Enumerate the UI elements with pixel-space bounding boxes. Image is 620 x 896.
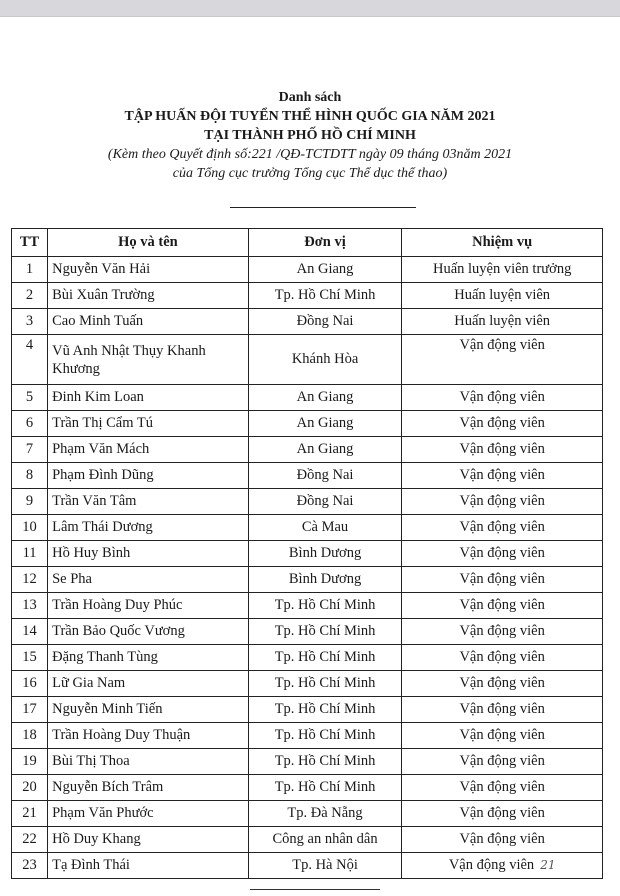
table-row	[12, 463, 603, 489]
member-role: Vận động viên	[402, 437, 603, 463]
row-number: 2	[12, 283, 48, 309]
member-unit: Tp. Hồ Chí Minh	[248, 283, 402, 309]
table-row	[12, 827, 603, 853]
row-number: 13	[12, 593, 48, 619]
member-unit: Tp. Hà Nội	[248, 853, 402, 879]
row-number: 4	[12, 335, 48, 385]
member-unit: An Giang	[248, 385, 402, 411]
member-unit: Tp. Hồ Chí Minh	[248, 671, 402, 697]
member-unit: An Giang	[248, 257, 402, 283]
member-role: Vận động viên	[402, 385, 603, 411]
row-number: 16	[12, 671, 48, 697]
member-role: Vận động viên	[402, 335, 603, 385]
table-row	[12, 411, 603, 437]
member-role: Vận động viên	[402, 697, 603, 723]
member-unit: Tp. Hồ Chí Minh	[248, 697, 402, 723]
member-unit: Tp. Đà Nẵng	[248, 801, 402, 827]
member-name: Lâm Thái Dương	[48, 515, 249, 541]
table-row	[12, 567, 603, 593]
table-row	[12, 309, 603, 335]
member-name: Hồ Huy Bình	[48, 541, 249, 567]
table-row	[12, 801, 603, 827]
member-unit: Đồng Nai	[248, 463, 402, 489]
member-role: Vận động viên	[402, 515, 603, 541]
member-role: Vận động viên	[402, 567, 603, 593]
member-unit: Tp. Hồ Chí Minh	[248, 593, 402, 619]
member-name: Phạm Văn Phước	[48, 801, 249, 827]
table-header-row	[12, 229, 603, 257]
table-row	[12, 437, 603, 463]
row-number: 10	[12, 515, 48, 541]
member-role: Vận động viên	[402, 411, 603, 437]
member-role: Vận động viên	[402, 593, 603, 619]
document-heading-line-2: TẠI THÀNH PHỐ HỒ CHÍ MINH	[204, 128, 416, 143]
table-row	[12, 283, 603, 309]
member-name: Bùi Xuân Trường	[48, 283, 249, 309]
member-name: Đinh Kim Loan	[48, 385, 249, 411]
row-number: 1	[12, 257, 48, 283]
row-number: 3	[12, 309, 48, 335]
document-heading-line-1: TẬP HUẤN ĐỘI TUYỂN THỂ HÌNH QUỐC GIA NĂM 2021	[124, 109, 496, 124]
row-number: 17	[12, 697, 48, 723]
member-role: Vận động viên	[402, 645, 603, 671]
member-name: Đặng Thanh Tùng	[48, 645, 249, 671]
member-role: Vận động viên	[402, 801, 603, 827]
member-name: Trần Bảo Quốc Vương	[48, 619, 249, 645]
member-role	[402, 853, 603, 879]
member-name: Trần Hoàng Duy Phúc	[48, 593, 249, 619]
column-header-unit: Đơn vị	[248, 229, 402, 257]
member-unit: An Giang	[248, 411, 402, 437]
member-name: Nguyễn Minh Tiến	[48, 697, 249, 723]
member-unit: Bình Dương	[248, 567, 402, 593]
member-unit: Đồng Nai	[248, 309, 402, 335]
row-number: 20	[12, 775, 48, 801]
table-body	[12, 257, 603, 879]
member-name: Trần Hoàng Duy Thuận	[48, 723, 249, 749]
table-row	[12, 775, 603, 801]
table-row	[12, 593, 603, 619]
table-row	[12, 723, 603, 749]
member-name: Lữ Gia Nam	[48, 671, 249, 697]
page-bottom-edge	[250, 889, 380, 890]
member-name: Trần Thị Cẩm Tú	[48, 411, 249, 437]
table-row	[12, 489, 603, 515]
column-header-tt: TT	[12, 229, 48, 257]
table-row	[12, 749, 603, 775]
table-row	[12, 671, 603, 697]
page-number: 21	[540, 858, 556, 872]
member-unit: Tp. Hồ Chí Minh	[248, 723, 402, 749]
browser-top-bar	[0, 0, 620, 17]
row-number: 22	[12, 827, 48, 853]
participant-table	[11, 228, 603, 879]
member-role: Huấn luyện viên	[402, 283, 603, 309]
row-number: 15	[12, 645, 48, 671]
member-role: Vận động viên	[402, 775, 603, 801]
member-role: Vận động viên	[402, 619, 603, 645]
table-row	[12, 645, 603, 671]
member-name: Tạ Đình Thái	[48, 853, 249, 879]
row-number: 7	[12, 437, 48, 463]
member-unit: Tp. Hồ Chí Minh	[248, 645, 402, 671]
row-number: 18	[12, 723, 48, 749]
member-unit: Cà Mau	[248, 515, 402, 541]
member-unit: Đồng Nai	[248, 489, 402, 515]
member-role: Vận động viên	[402, 723, 603, 749]
member-name: Trần Văn Tâm	[48, 489, 249, 515]
member-role: Vận động viên	[402, 749, 603, 775]
document-title: Danh sách	[278, 90, 342, 105]
member-name: Hồ Duy Khang	[48, 827, 249, 853]
decision-authority: của Tổng cục trưởng Tổng cục Thể dục thể thao)	[172, 166, 448, 181]
table-row	[12, 385, 603, 411]
table-row	[12, 515, 603, 541]
member-unit: Công an nhân dân	[248, 827, 402, 853]
member-name: Cao Minh Tuấn	[48, 309, 249, 335]
document-header	[0, 88, 620, 183]
member-role: Vận động viên	[402, 489, 603, 515]
member-role: Vận động viên	[402, 541, 603, 567]
table-row	[12, 619, 603, 645]
member-role: Huấn luyện viên	[402, 309, 603, 335]
table-row	[12, 853, 603, 879]
row-number: 12	[12, 567, 48, 593]
column-header-role: Nhiệm vụ	[402, 229, 603, 257]
row-number: 6	[12, 411, 48, 437]
row-number: 21	[12, 801, 48, 827]
table-row	[12, 541, 603, 567]
table-row	[12, 257, 603, 283]
row-number: 14	[12, 619, 48, 645]
table-row	[12, 697, 603, 723]
member-name: Nguyễn Văn Hải	[48, 257, 249, 283]
member-unit: Khánh Hòa	[248, 335, 402, 385]
row-number: 9	[12, 489, 48, 515]
member-name: Phạm Đình Dũng	[48, 463, 249, 489]
row-number: 5	[12, 385, 48, 411]
member-role: Huấn luyện viên trưởng	[402, 257, 603, 283]
row-number: 19	[12, 749, 48, 775]
decision-reference: (Kèm theo Quyết định số:221 /QĐ-TCTDTT ngày 09 tháng 03năm 2021	[107, 147, 513, 162]
member-name: Se Pha	[48, 567, 249, 593]
member-name: Nguyễn Bích Trâm	[48, 775, 249, 801]
row-number: 8	[12, 463, 48, 489]
member-unit: Tp. Hồ Chí Minh	[248, 619, 402, 645]
member-unit: An Giang	[248, 437, 402, 463]
member-role-text: Vận động viên	[448, 857, 535, 873]
member-role: Vận động viên	[402, 463, 603, 489]
member-unit: Tp. Hồ Chí Minh	[248, 749, 402, 775]
column-header-name: Họ và tên	[48, 229, 249, 257]
row-number: 23	[12, 853, 48, 879]
row-number: 11	[12, 541, 48, 567]
member-unit: Tp. Hồ Chí Minh	[248, 775, 402, 801]
member-role: Vận động viên	[402, 827, 603, 853]
header-divider	[230, 207, 416, 208]
table-row	[12, 335, 603, 385]
member-unit: Bình Dương	[248, 541, 402, 567]
member-name: Vũ Anh Nhật Thụy Khanh Khương	[48, 335, 249, 385]
member-role: Vận động viên	[402, 671, 603, 697]
member-name: Phạm Văn Mách	[48, 437, 249, 463]
member-name: Bùi Thị Thoa	[48, 749, 249, 775]
